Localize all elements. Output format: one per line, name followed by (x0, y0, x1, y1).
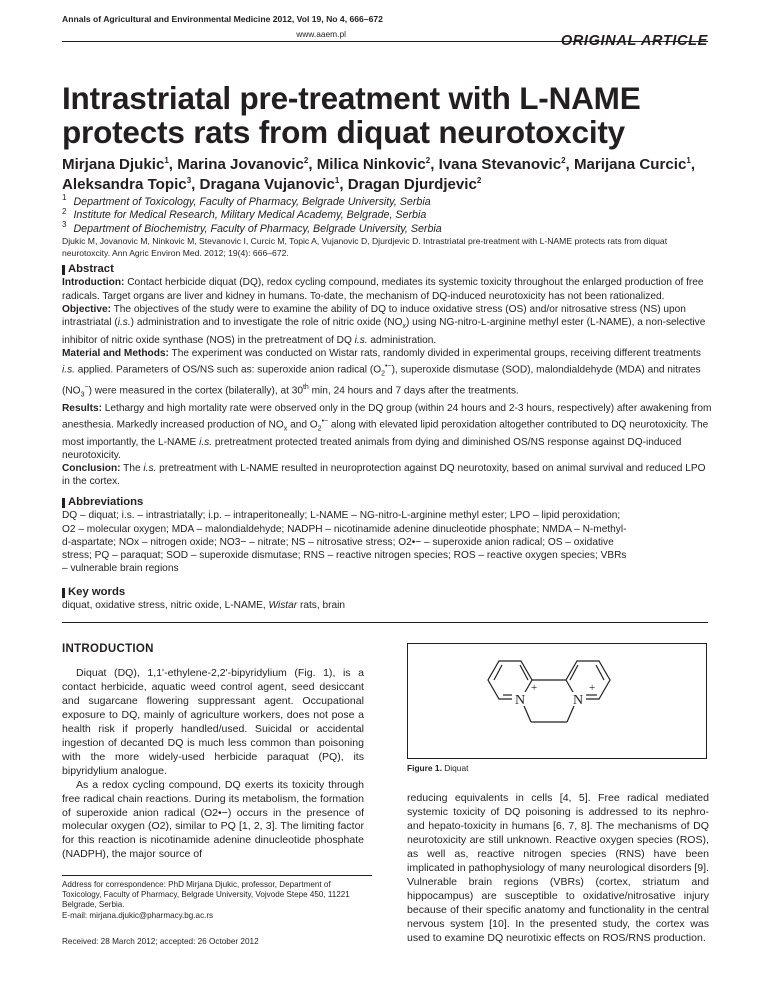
subscript: x (402, 323, 406, 331)
abstract-introduction (62, 276, 712, 303)
affiliation-3 (62, 220, 712, 236)
author: Dragana Vujanovic (199, 176, 335, 193)
text: ) administration and to investigate the role of nitric oxide (NO (130, 317, 403, 329)
paragraph: As a redox cycling compound, DQ exerts its toxicity through free radical chain reactions. During its metabolism, the formation of superoxide anion radical (O2•−) occurs in the presence of molecular oxygen (O2), similar to PQ [1, 2, 3]. The limiting factor for this reaction is nicotinamide adenine dinucleotide phosphate (NADPH), the major source of (62, 778, 364, 861)
abstract-results (62, 402, 712, 463)
section-marker (62, 265, 65, 275)
text: min, 24 hours and 7 days after the treatments. (308, 385, 519, 397)
email-link[interactable]: E-mail: mirjana.djukic@pharmacy.bg.ac.rs (62, 910, 214, 920)
superscript: th (302, 383, 309, 391)
affiliation-text: Department of Biochemistry, Faculty of Pharmacy, Belgrade University, Serbia (73, 222, 442, 235)
text: and O (287, 419, 318, 431)
text: administration. (367, 334, 437, 346)
text: Wistar (268, 600, 298, 612)
section-title: Abstract (68, 263, 114, 275)
journal-info: Annals of Agricultural and Environmental Medicine 2012, Vol 19, No 4, 666–672 (62, 14, 383, 24)
abbreviations-line: d-aspartate; NOx – nitrogen oxide; NO3− – nitrate; NS – nitrosative stress; O2•− – superoxide anion radical; OS – oxidative (62, 536, 614, 548)
abstract-section (62, 263, 712, 489)
text: diquat, oxidative stress, nitric oxide, L-NAME, (62, 600, 269, 612)
article-title: Intrastriatal pre-treatment with L-NAME protects rats from diquat neurotoxcity (62, 80, 641, 150)
author-affiliation-mark: 3 (186, 175, 192, 185)
label: Introduction: (62, 277, 125, 289)
journal-website[interactable]: www.aaem.pl (296, 29, 346, 39)
author-line-2: Aleksandra Topic$^3$, Dragana Vujanovic$^1$, Dragan Djurdjevic$^2$ (62, 175, 482, 193)
section-title: Key words (68, 586, 126, 598)
author-affiliation-mark: 2 (561, 155, 566, 165)
citation: Djukic M, Jovanovic M, Ninkovic M, Stevanovic I, Curcic M, Topic A, Vujanovic D, Djurdjevic D. Intrastriatal pre-treatment with L-NAME protects rats from diquat neurotoxcity. Ann Agric Environ Med. 2012; 19(4): 666–672. (62, 236, 668, 258)
abstract-conclusion (62, 462, 712, 489)
abbreviations-section (62, 496, 712, 576)
introduction-heading: INTRODUCTION (62, 643, 154, 655)
text: ), superoxide dismutase (SOD), malondialdehyde (MDA) and nitrates (NO (62, 364, 701, 397)
text: along with elevated lipid peroxidation altogether contributed to DQ neurotoxicity. The most importantly, the L-NAME (62, 419, 709, 448)
affiliation-number: 3 (62, 220, 67, 230)
abbreviations-line: DQ – diquat; i.s. – intrastriatally; i.p. – intraperitoneally; L-NAME – NG-nitro-L-arginine methyl ester; LPO – lipid peroxidation; (62, 510, 621, 522)
author: Milica Ninkovic (316, 156, 426, 173)
text: The (123, 463, 144, 475)
section-marker (62, 588, 65, 598)
author: Dragan Djurdjevic (347, 176, 477, 193)
introduction-column-2 (407, 792, 709, 945)
diquat-structure (408, 644, 706, 758)
figure-1 (407, 643, 707, 759)
author-affiliation-mark: 1 (334, 175, 340, 185)
affiliations (62, 193, 712, 236)
section-divider (62, 622, 708, 623)
author-affiliation-mark: 1 (686, 155, 691, 165)
text: ) using NG-nitro-L-arginine methyl ester (L-NAME), a non-selective inhibitor of nitric oxide synthase (NOS) in the pretreatment of DQ (62, 317, 706, 346)
text: pretreatment protected treated animals from dying and diminished OS/NS response against DQ-induced neurotoxicity. (62, 436, 682, 461)
affiliation-2 (62, 206, 712, 222)
text: i.s. (143, 463, 157, 475)
figure-caption (407, 763, 468, 773)
author: Marina Jovanovic (177, 156, 304, 173)
text: Contact herbicide diquat (DQ), redox cycling compound, mediates its systemic toxicity throughout the enlarged production of free radicals. Target organs are liver and kidney in humans. To-date, the mechanism of DQ-induced neurotoxicity has not been rationalized. (62, 277, 704, 302)
text: The experiment was conducted on Wistar rats, randomly divided in experimental groups, receiving different treatments (171, 347, 701, 359)
charge-label: + (531, 682, 538, 694)
keywords-section (62, 586, 712, 613)
author: Mirjana Djukic (62, 156, 165, 173)
affiliation-number: 2 (62, 206, 67, 216)
section-title: Abbreviations (68, 496, 144, 508)
subscript: 2 (381, 370, 386, 378)
affiliation-number: 1 (62, 193, 67, 203)
superscript: − (84, 383, 89, 391)
label: Material and Methods: (62, 347, 169, 359)
charge-label: + (589, 682, 596, 694)
author-line-1: Mirjana Djukic$^1$, Marina Jovanovic$^2$, Milica Ninkovic$^2$, Ivana Stevanovic$^2$, Marijana Curcic$^1$, (62, 155, 696, 173)
author: Ivana Stevanovic (438, 156, 562, 173)
article-type: ORIGINAL ARTICLE (560, 33, 708, 49)
text: ) were measured in the cortex (bilaterally), at 30 (88, 385, 303, 397)
label: Conclusion: (62, 463, 121, 475)
correspondence-address (62, 880, 364, 921)
figure-caption-text: Diquat (444, 763, 469, 773)
affiliation-1 (62, 193, 712, 209)
text: i.s. (62, 364, 75, 376)
author: Marijana Curcic (573, 156, 687, 173)
label: Results: (62, 402, 102, 414)
author-affiliation-mark: 2 (303, 155, 309, 165)
affiliation-text: Institute for Medical Research, Military Medical Academy, Belgrade, Serbia (73, 209, 427, 222)
superscript: •− (321, 417, 329, 425)
paragraph: Diquat (DQ), 1,1'-ethylene-2,2'-bipyridylium (Fig. 1), is a contact herbicide, aquatic weed control agent, seed desiccant and sugarcane flowering suppressant agent. Occupational exposure to DQ, mainly of agriculture workers, does not pose a health risk if properly handled/used. Suicidal or accidental ingestion of decanted DQ is much less common than poisoning with the more widely-used herbicide paraquat (PQ), its bipyridylium analogue. (62, 667, 364, 777)
text: i.s. (117, 317, 131, 329)
label: Objective: (62, 303, 111, 315)
nitrogen-atom-label: N (514, 693, 526, 708)
text: rats, brain (297, 600, 345, 612)
keywords-text (62, 599, 712, 612)
footnote-divider (62, 875, 372, 876)
abstract-methods (62, 347, 712, 402)
text: The objectives of the study were to examine the ability of DQ to induce oxidative stress (OS) and/or nitrosative stress (NS) upon intrastriatal ( (62, 303, 686, 329)
abstract-objective (62, 303, 712, 347)
section-marker (62, 498, 65, 508)
abbreviations-line: – vulnerable brain regions (62, 563, 179, 575)
author-affiliation-mark: 2 (425, 155, 431, 165)
text: applied. Parameters of OS/NS such as: superoxide anion radical (O (74, 364, 382, 376)
introduction-column-1 (62, 667, 364, 862)
abbreviations-line: O2 – molecular oxygen; MDA – malondialdehyde; NADPH – nicotinamide adenine dinucleotide phosphate; NMDA – N-methyl- (62, 523, 627, 535)
subscript: x (283, 425, 288, 433)
author-list (62, 155, 712, 195)
author-affiliation-mark: 2 (476, 175, 482, 185)
abstract-heading (62, 263, 712, 276)
keywords-heading (62, 586, 712, 599)
text: i.s. (199, 436, 213, 448)
superscript: •− (385, 363, 392, 371)
author-affiliation-mark: 1 (164, 155, 169, 165)
text: pretreatment with L-NAME resulted in neuroprotection against DQ neurotoxity, based on animal survival and reduced LPO in the cortex. (62, 463, 706, 488)
paragraph: reducing equivalents in cells [4, 5]. Free radical mediated systemic toxicity of DQ poisoning is addressed to its nephro- and hepato-toxicity in humans [6, 7, 8]. The mechanisms of DQ neurotoxicity are still unknown. Reactive oxygen species (ROS), as well as, reactive nitrogen species (RNS) have been implicated in pathophysiology of many neurological disorders [9]. Vulnerable brain regions (VBRs) (cortex, striatum and hippocampus) are susceptible to oxidative/nitrosative injury because of their specific anatomy and functionality in the central nervous system [10]. In the presented study, the cortex was used to examine DQ neurotixic effects on ROS/RNS production. (407, 792, 709, 944)
nitrogen-atom-label: N (572, 693, 584, 708)
subscript: 3 (80, 391, 85, 399)
received-date: Received: 28 March 2012; accepted: 26 October 2012 (62, 937, 259, 946)
affiliation-text: Department of Toxicology, Faculty of Pharmacy, Belgrade University, Serbia (73, 196, 431, 208)
figure-label: Figure 1. (407, 763, 442, 773)
abbreviations-line: stress; PQ – paraquat; SOD – superoxide dismutase; RNS – reactive nitrogen species; ROS – reactive oxygen species; VBRs (62, 550, 627, 562)
text: Lethargy and high mortality rate were observed only in the DQ group (within 24 hours and 2-3 hours, respectively) after awakening from anesthesia. Markedly increased production of NO (62, 402, 712, 431)
text: i.s. (354, 334, 368, 346)
subscript: 2 (317, 425, 322, 433)
author: Aleksandra Topic (62, 176, 187, 193)
abbreviations-heading (62, 496, 712, 509)
address-text: Address for correspondence: PhD Mirjana Djukic, professor, Department of Toxicology, Faculty of Pharmacy, Belgrade University, Vojvode Stepe 450, 11221 Belgrade, Serbia. (62, 880, 350, 910)
